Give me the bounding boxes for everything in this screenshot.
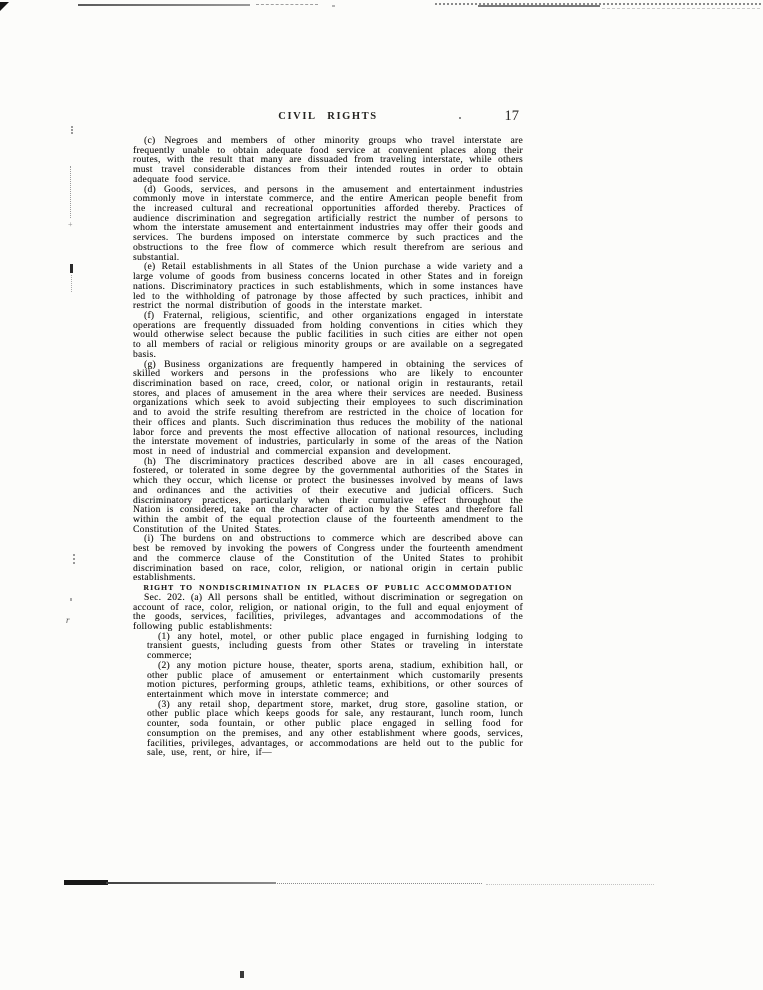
finding-paragraph-f: (f) Fraternal, religious, scientific, and other organizations engaged in interstate operations are frequently dissuaded from holding conventions in cities which they would otherwise select because the public facilities in such cities are either not open to all members of racial or religious minority groups or are available on a segregated basis. [133,309,523,360]
scan-artifact-top-dot [332,5,335,7]
scan-artifact-top-dashes [256,4,318,5]
scan-artifact-margin-r-mark: r [66,615,70,625]
finding-paragraph-i: (i) The burdens on and obstructions to commerce which are described above can best be removed by invoking the powers of Congress under the fourteenth amendment and the commerce clause of the Constitution of the United States to prohibit discrimination based on race, color, religion, or national origin in certain public establishments. [133,533,523,584]
scan-artifact-margin-dots-1 [71,126,75,134]
section-heading: RIGHT TO NONDISCRIMINATION IN PLACES OF PUBLIC ACCOMMODATION [143,583,513,593]
scan-artifact-top-sparse-dots [602,8,760,9]
scan-artifact-top-line-left [78,4,250,6]
finding-paragraph-e: (e) Retail establishments in all States of the Union purchase a wide variety and a large volume of goods from business concerns located in other States and in foreign nations. Discriminatory practices in such establishments, which in some instances have led to the withholding of patronage by those affected by such practices, inhibit and restrict the normal distribution of goods in the interstate market. [133,261,523,312]
scan-artifact-margin-vline [70,166,71,218]
sec-202-item-3: (3) any retail shop, department store, market, drug store, gasoline station, or other public place which keeps goods for sale, any restaurant, lunch room, lunch counter, soda fountain, or other public place engaged in selling food for consumption on the premises, and any other establishment where goods, services, facilities, privileges, advantages, or accommodations are held out to the public for sale, use, rent, or hire, if— [147,698,523,759]
scan-artifact-margin-dagger-tail [71,275,72,292]
finding-paragraph-h: (h) The discriminatory practices described above are in all cases encouraged, fostered, or tolerated in some degree by the governmental authorities of the States in which they occur, which license or protect the businesses involved by means of laws and ordinances and the activities of their executive and judicial officers. Such discriminatory practices, particularly when their cumulative effect throughout the Nation is considered, take on the character of action by the States and therefore fall within the ambit of the equal protection clause of the fourteenth amendment to the Constitution of the United States. [133,455,523,535]
finding-paragraph-g: (g) Business organizations are frequently hampered in obtaining the services of skilled workers and persons in the professions who are likely to encounter discrimination based on race, creed, color, or national origin in restaurants, retail stores, and places of amusement in the area where their services are needed. Business organizations which seek to avoid subjecting their employees to such discrimination and to avoid the strife resulting therefrom are restricted in the choice of location for their offices and plants. Such discrimination thus reduces the mobility of the national labor force and prevents the most effective allocation of national resources, including the interstate movement of industries, particularly in some of the areas of the Nation most in need of industrial and commercial expansion and development. [133,358,523,457]
sec-202-intro: Sec. 202. (a) All persons shall be entitled, without discrimination or segregation on account of race, color, religion, or national origin, to the full and equal enjoyment of the goods, services, facilities, privileges, advantages and accommodations of the following public establishments: [133,591,523,632]
scan-artifact-bottom-heavy-mark [64,880,108,885]
document-body [133,136,523,758]
scan-artifact-bottom-dotted [274,883,482,884]
page-header [133,108,523,128]
sec-202-item-list [147,632,523,758]
page-number: 17 [504,108,519,124]
finding-paragraph-c: (c) Negroes and members of other minority groups who travel interstate are frequently unable to obtain adequate food service at convenient places along their routes, with the result that many are dissuaded from traveling interstate, while others must travel considerable distances from their intended routes in order to obtain adequate food service. [133,135,523,185]
scan-artifact-margin-dots-2 [73,554,77,564]
scan-artifact-margin-dot-3 [70,598,72,601]
scan-artifact-bottom-sparse [486,884,654,885]
sec-202-item-1: (1) any hotel, motel, or other public place engaged in furnishing lodging to transient guests, including guests from other States or traveling in interstate commerce; [147,630,523,662]
scan-artifact-corner-mark [0,2,9,11]
scan-artifact-margin-dagger [70,264,73,273]
finding-paragraph-d: (d) Goods, services, and persons in the amusement and entertainment industries commonly move in interstate commerce, and the entire American people benefit from the increased cultural and recreational opportunities afforded thereby. Practices of audience discrimination and segregation artificially restrict the number of persons to whom the interstate amusement and entertainment industries may offer their goods and services. The burdens imposed on interstate commerce by such practices and the obstructions to the free flow of commerce which result therefrom are serious and substantial. [133,183,523,263]
scan-artifact-bottom-tick [240,971,244,978]
sec-202-item-2: (2) any motion picture house, theater, sports arena, stadium, exhibition hall, or other public place of amusement or entertainment which customarily presents motion pictures, performing groups, athletic teams, exhibitions, or other sources of entertainment which move in interstate commerce; and [147,659,523,700]
scan-artifact-margin-cross: + [68,220,73,229]
scan-artifact-top-solid-line [478,5,600,7]
running-title: CIVIL RIGHTS [278,111,378,122]
scan-artifact-bottom-line [106,882,276,884]
